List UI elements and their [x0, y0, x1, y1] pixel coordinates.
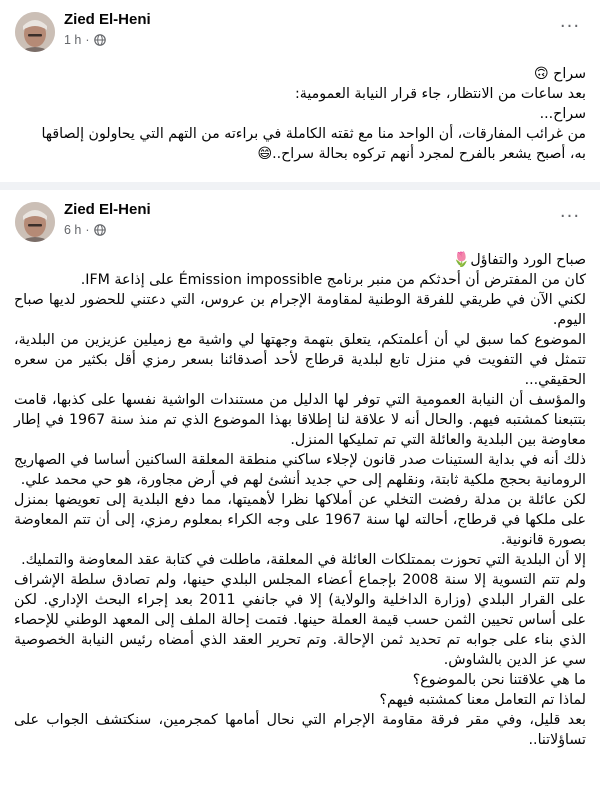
post-paragraph: والمؤسف أن النيابة العمومية التي توفر لها الدليل من مستندات الواشية نفسها على كذبها، قامت بتتبعنا كمشتبه فيهم. والحال أنه لا علاقة لنا إطلاقا بهذا الموضوع الذي تم منذ سنة 1967 في إطار معاوضة بين البلدية والعائلة التي تم تمليكها المنزل. — [14, 392, 586, 448]
post-paragraph: بعد قليل، وفي مقر فرقة مقاومة الإجرام التي نحال أمامها كمجرمين، سنكتشف الجواب على تساؤلاتنا.. — [14, 712, 586, 748]
post-paragraph: الموضوع كما سبق لي أن أعلمتكم، يتعلق بتهمة وجهتها لي واشية مع زميلين عزيزين من البلدية، تتمثل في التفويت في منزل تابع لبلدية قرطاج لأحد أصدقائنا بسعر رمزي أقل بكثير من سعره الحقيقي... — [14, 332, 586, 388]
more-options-icon[interactable]: ··· — [559, 205, 581, 227]
globe-icon — [94, 34, 106, 46]
author-name[interactable]: Zied El-Heni — [64, 11, 151, 28]
author-avatar[interactable] — [15, 12, 55, 52]
post-line: سراح 🙃 — [533, 66, 586, 82]
post-paragraph: لكن عائلة بن مدلة رفضت التخلي عن أملاكها نظرا لأهميتها، مما دفع البلدية إلى تعويضها بمنزل على ملكها في قرطاج، أحالته لها سنة 1967 على وجه الكراء بمعلوم رمزي، إلى أن تتم المعاوضة بصورة قانونية. — [14, 492, 586, 548]
post-card — [0, 190, 600, 801]
post-paragraph: إلا أن البلدية التي تحوزت بممتلكات العائلة في المعلقة، ماطلت في كتابة عقد المعاوضة والتمليك. — [21, 552, 586, 568]
post-paragraph: ولم تتم التسوية إلا سنة 2008 بإجماع أعضاء المجلس البلدي حينها، ولم تصادق سلطة الإشراف على القرار البلدي (وزارة الداخلية والولاية) إلا في جانفي 2011 بعد إجراء البحث الإداري. لكن على أساس تحيين الثمن حسب قيمة العملة حينها. فتمت إحالة الملف إلى المعهد الوطني للإحصاء الذي بناء على جوابه تم تحديد ثمن الإحالة. وتم تحرير العقد الذي أمضاه رئيس النيابة الخصوصية سي عز الدين بالشاوش. — [14, 572, 587, 668]
author-avatar[interactable] — [15, 202, 55, 242]
post-time[interactable]: 1 h — [64, 33, 82, 47]
post-meta — [64, 223, 106, 237]
post-paragraph: ذلك أنه في بداية الستينات صدر قانون لإجلاء ساكني منطقة المعلقة الساكنين أساسا في الصهاريج الرومانية بحجج ملكية ثابتة، ونقلهم إلى حي جديد أنشئ لهم في أرض مجاورة، هو حي محمد علي. — [14, 452, 586, 488]
meta-separator: · — [85, 223, 90, 237]
post-paragraph: كان من المفترض أن أحدثكم من منبر برنامج Émission impossible على إذاعة IFM. — [80, 272, 586, 288]
post-line: بعد ساعات من الانتظار، جاء قرار النيابة العمومية: — [295, 86, 586, 102]
post-meta — [64, 33, 106, 47]
post-card — [0, 0, 600, 182]
post-time[interactable]: 6 h — [64, 223, 82, 237]
post-line: به، أصبح يشعر بالفرح لمجرد أنهم تركوه بحالة سراح..😄 — [257, 146, 586, 162]
post-paragraph: ما هي علاقتنا نحن بالموضوع؟ — [412, 672, 586, 688]
post-line: سراح... — [539, 106, 586, 122]
post-text — [14, 64, 586, 164]
post-paragraph: لكني الآن في طريقي للفرقة الوطنية لمقاومة الإجرام بن عروس، التي دعتني للحضور لديها صباح اليوم. — [14, 292, 586, 328]
post-paragraph: صباح الورد والتفاؤل🌷 — [452, 252, 586, 268]
meta-separator: · — [85, 33, 90, 47]
post-paragraph: لماذا تم التعامل معنا كمشتبه فيهم؟ — [379, 692, 586, 708]
post-text — [14, 250, 586, 750]
post-line: من غرائب المفارقات، أن الواحد منا مع ثقته الكاملة في براءته من التهم التي يحاولون إلصاقها — [41, 126, 586, 142]
globe-icon — [94, 224, 106, 236]
author-name[interactable]: Zied El-Heni — [64, 201, 151, 218]
more-options-icon[interactable]: ··· — [559, 15, 581, 37]
